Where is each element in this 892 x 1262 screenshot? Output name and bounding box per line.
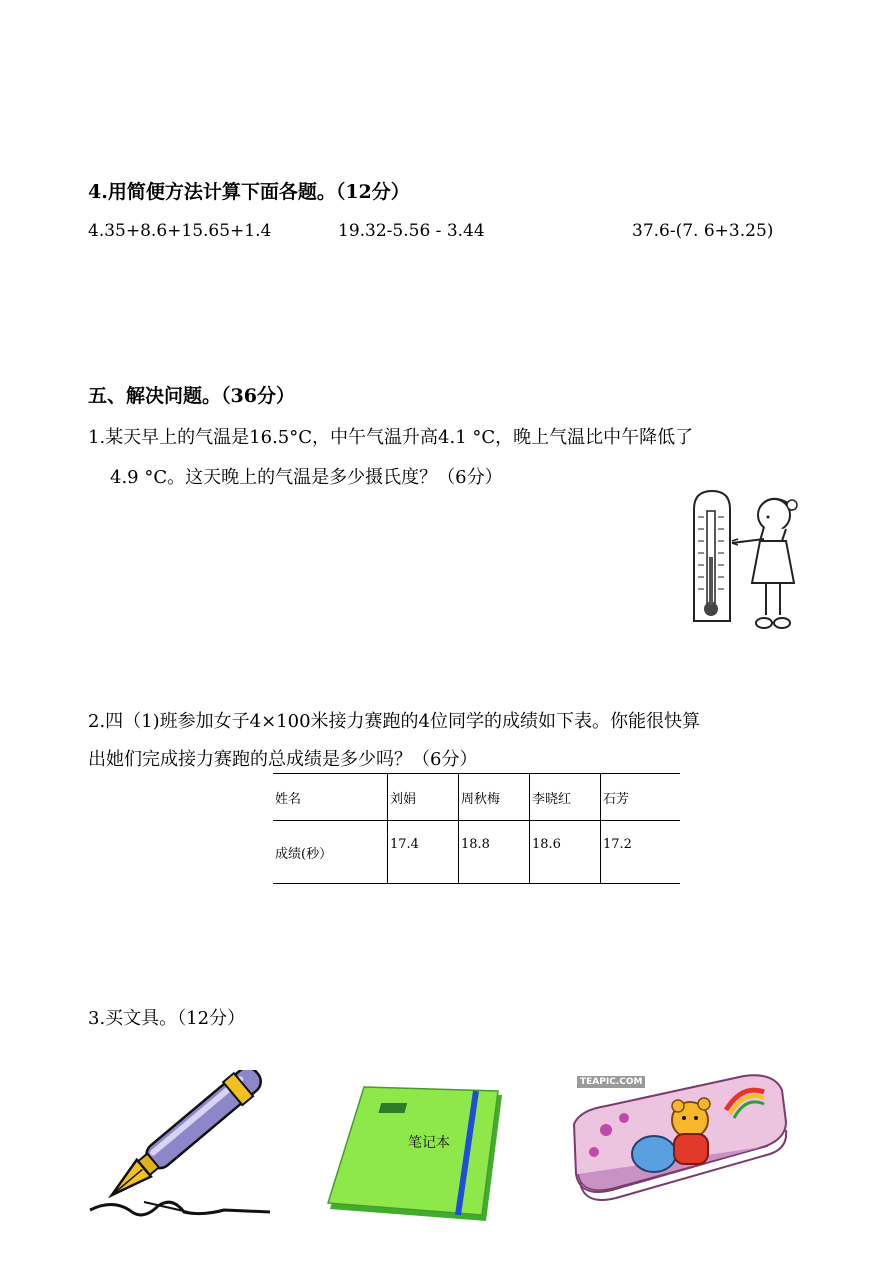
table-name-cell: 石芳 [601, 774, 681, 821]
pencil-box-icon [566, 1070, 792, 1218]
table-header-label: 姓名 [273, 774, 388, 821]
notebook-label: 笔记本 [408, 1135, 450, 1151]
notebook-icon [326, 1085, 506, 1227]
fountain-pen-icon [84, 1070, 274, 1226]
table-name-cell: 李晓红 [530, 774, 601, 821]
table-row [273, 774, 680, 821]
table-row-label: 成绩(秒） [273, 821, 388, 884]
expression-3: 37.6-(7. 6+3.25) [632, 221, 774, 241]
question1-line1: 1.某天早上的气温是16.5°C，中午气温升高4.1 °C，晚上气温比中午降低了 [88, 427, 694, 448]
table-score-cell: 18.6 [530, 821, 601, 884]
table-score-cell: 17.2 [601, 821, 681, 884]
thermometer-girl-illustration [690, 487, 806, 635]
table-score-cell: 17.4 [388, 821, 459, 884]
expression-2: 19.32-5.56 - 3.44 [338, 221, 485, 241]
question1-line2: 4.9 °C。这天晚上的气温是多少摄氏度？（6分） [110, 467, 503, 488]
section5-heading: 五、解决问题。（36分） [88, 385, 295, 407]
relay-scores-table [273, 773, 680, 884]
question2-line1: 2.四（1)班参加女子4×100米接力赛跑的4位同学的成绩如下表。你能很快算 [88, 711, 700, 732]
question3-line: 3.买文具。（12分） [88, 1008, 246, 1029]
teapic-watermark: TEAPIC.COM [577, 1076, 645, 1088]
table-name-cell: 刘娟 [388, 774, 459, 821]
table-name-cell: 周秋梅 [459, 774, 530, 821]
table-score-cell: 18.8 [459, 821, 530, 884]
section4-heading: 4.用简便方法计算下面各题。（12分） [88, 181, 410, 203]
question2-line2: 出她们完成接力赛跑的总成绩是多少吗？（6分） [88, 749, 478, 770]
expression-1: 4.35+8.6+15.65+1.4 [88, 221, 272, 241]
table-row [273, 821, 680, 884]
